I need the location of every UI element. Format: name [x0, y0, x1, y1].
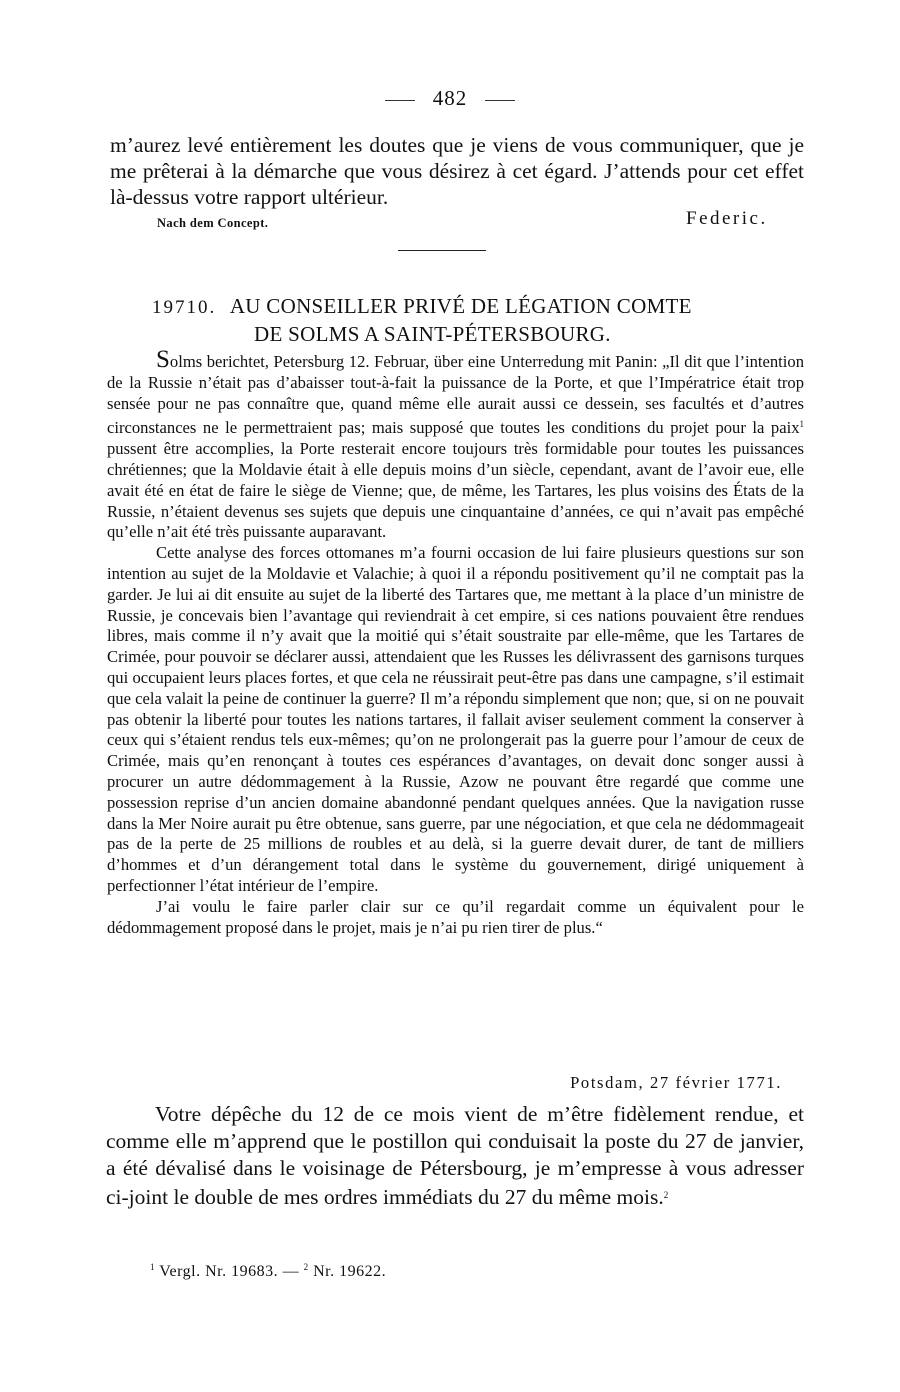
heading-title-line-1: AU CONSEILLER PRIVÉ DE LÉGATION COMTE	[229, 294, 692, 318]
heading-title-line-2: DE SOLMS A SAINT-PÉTERSBOURG.	[254, 322, 611, 346]
page-number-dash-left	[385, 100, 415, 101]
document-number: 19710.	[152, 297, 217, 318]
document-heading	[152, 293, 792, 347]
footnote-ref-1: 1	[799, 419, 804, 430]
summary-dropcap: S	[156, 346, 170, 373]
summary-paragraph-2: Cette analyse des forces ottomanes m’a fourni occasion de lui faire plusieurs questions sur son intention au sujet de la Moldavie et Valachie; à quoi il a répondu positivement qu’il ne comptait pas la garder. Je lui ai dit ensuite au sujet de la liberté des Tartares que, me mettant à la place d’un ministre de Russie, je concevais bien l’avantage qui reviendrait à cet empire, si ces nations pouvaient être rendues libres, mais comme il n’y avait que la moitié qui s’était soustraite par elle-même, que les Tartares de Crimée, pour pouvoir se déclarer aussi, attendaient que les Russes les délivrassent des garnisons turques qui occupaient leurs places fortes, et que cela ne réussirait peut-être pas dans une campagne, s’il estimait que cela valait la peine de continuer la guerre? Il m’a répondu simplement que non; que, si on ne pouvait pas obtenir la liberté pour toutes les nations tartares, il fallait aviser seulement comment la conserver à ceux qui s’étaient rendus tels eux-mêmes; qu’on ne prolongerait pas la guerre pour l’amour de ceux de Crimée, mais qu’en renonçant à toutes ces espérances d’avantages, on devait donc songer aussi à procurer un autre dédommagement à la Russie, Azow ne pouvant être regardé que comme une possession reprise d’un ancien domaine abandonné pendant quelques années. Que la navigation russe dans la Mer Noire aurait pu être obtenue, sans guerre, par une négociation, et que cela ne dédommageait pas de la perte de 25 millions de roubles et au delà, si la guerre devait durer, de tant de milliers d’hommes et d’un dérangement total dans le système du gouvernement, dirigé uniquement à perfectionner l’état intérieur de l’empire.	[107, 543, 804, 895]
summary-paragraph-1	[107, 346, 804, 543]
footnotes	[150, 1262, 386, 1281]
letter-body-text: Votre dépêche du 12 de ce mois vient de m’être fidèlement rendue, et comme elle m’apprend que le postillon qui conduisait la poste du 27 de janvier, a été dévalisé dans le voisinage de Pétersbourg, je m’empresse à vous adresser ci-joint le double de mes ordres immédiats du 27 du même mois.	[106, 1102, 804, 1209]
summary-paragraph-3: J’ai voulu le faire parler clair sur ce qu’il regardait comme un équivalent pour le dédommagement proposé dans le projet, mais je n’ai pu rien tirer de plus.“	[107, 896, 804, 937]
footnote-text-1: Vergl. Nr. 19683. —	[159, 1263, 300, 1280]
letter-body-paragraph	[106, 1101, 804, 1211]
footnote-ref-2: 2	[663, 1190, 669, 1200]
summary-block	[107, 346, 804, 938]
summary-p1-text-b: pussent être accomplies, la Porte resterait encore toujours très formidable pour toutes les puissances chrétiennes; que la Moldavie était à elle depuis moins d’un siècle, cependant, avant de l’avoir eue, elle avait été en état de faire le siège de Vienne; que, de même, les Tartares, les plus voisins des États de la Russie, n’étaient devenus ses sujets que depuis une cinquantaine d’années, ce qui n’avait pas empêché qu’elle n’ait été très puissante auparavant.	[107, 439, 804, 542]
section-divider	[398, 250, 486, 251]
summary-p1-text-a: olms berichtet, Petersburg 12. Februar, über eine Unterredung mit Panin: „Il dit que l’intention de la Russie n’était pas d’abaisser tout-à-fait la puissance de la Porte, et que l’Impératrice était trop sensée pour ne pas connaître que, quand même elle aurait aussi ce dessein, ses facultés et d’autres circonstances ne le permettraient pas; mais supposé que toutes les conditions du projet pour la paix	[107, 352, 804, 438]
footnote-mark-2: 2	[303, 1262, 309, 1272]
heading-line-1	[152, 293, 792, 321]
page-number-dash-right	[485, 100, 515, 101]
page-number-text: 482	[432, 86, 468, 110]
continuation-text: m’aurez levé entièrement les doutes que je viens de vous communiquer, que je me prêterai à la démarche que vous désirez à cet égard. J’attends pour cet effet là-dessus votre rapport ultérieur.	[110, 133, 804, 209]
source-note: Nach dem Concept.	[157, 216, 269, 230]
letter-body	[106, 1101, 804, 1211]
page-number	[0, 86, 900, 111]
heading-line-2	[152, 321, 792, 347]
footnote-text-2: Nr. 19622.	[313, 1263, 387, 1280]
continuation-paragraph	[110, 132, 804, 210]
signature: Federic.	[686, 208, 768, 229]
footnote-mark-1: 1	[150, 1262, 155, 1272]
dateline: Potsdam, 27 février 1771.	[570, 1073, 782, 1092]
